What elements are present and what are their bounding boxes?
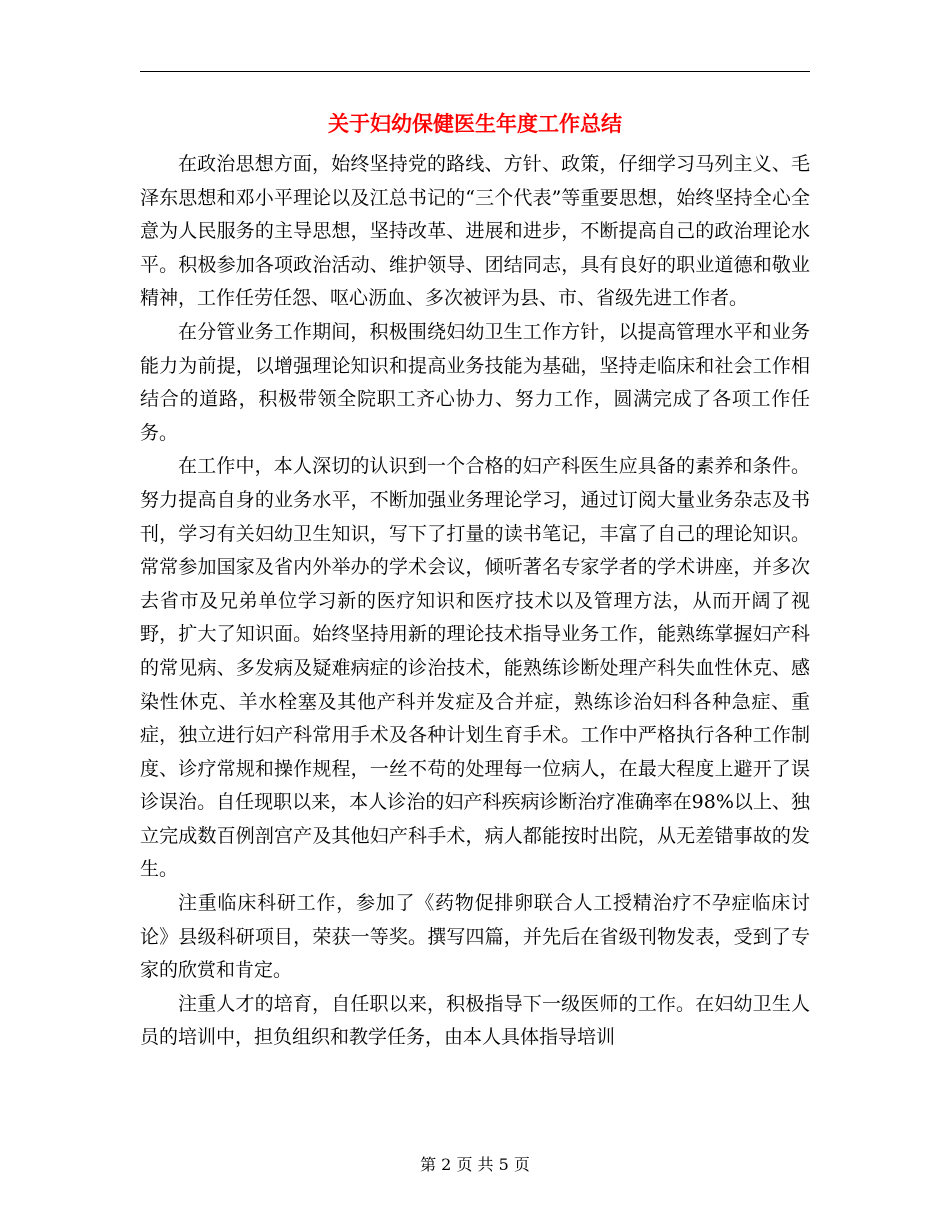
paragraph-management-work: 在分管业务工作期间，积极围绕妇幼卫生工作方针，以提高管理水平和业务能力为前提，以增强理论知识和提高业务技能为基础，坚持走临床和社会工作相结合的道路，积极带领全院职工齐心协力、努力工作，圆满完成了各项工作任务。 — [140, 320, 810, 444]
paragraph-clinical-work: 在工作中，本人深切的认识到一个合格的妇产科医生应具备的素养和条件。努力提高自身的业务水平，不断加强业务理论学习，通过订阅大量业务杂志及书刊，学习有关妇幼卫生知识，写下了打量的读书笔记，丰富了自己的理论知识。常常参加国家及省内外举办的学术会议，倾听著名专家学者的学术讲座，并多次去省市及兄弟单位学习新的医疗知识和医疗技术以及管理方法，从而开阔了视野，扩大了知识面。始终坚持用新的理论技术指导业务工作，能熟练掌握妇产科的常见病、多发病及疑难病症的诊治技术，能熟练诊断处理产科失血性休克、感染性休克、羊水栓塞及其他产科并发症及合并症，熟练诊治妇科各种急症、重症，独立进行妇产科常用手术及各种计划生育手术。工作中严格执行各种工作制度、诊疗常规和操作规程，一丝不苟的处理每一位病人，在最大程度上避开了误诊误治。自任现职以来，本人诊治的妇产科疾病诊断治疗准确率在98%以上、独立完成数百例剖宫产及其他妇产科手术，病人都能按时出院，从无差错事故的发生。 — [140, 455, 810, 881]
paragraph-research-work: 注重临床科研工作，参加了《药物促排卵联合人工授精治疗不孕症临床讨论》县级科研项目，荣获一等奖。撰写四篇，并先后在省级刊物发表，受到了专家的欣赏和肯定。 — [140, 892, 810, 982]
document-title: 关于妇幼保健医生年度工作总结 — [328, 112, 622, 136]
paragraph-talent-training: 注重人才的培育，自任职以来，积极指导下一级医师的工作。在妇幼卫生人员的培训中，担负组织和教学任务，由本人具体指导培训 — [140, 992, 810, 1049]
header-rule — [140, 71, 810, 72]
page-number: 第 2 页 共 5 页 — [420, 1155, 530, 1174]
document-body — [140, 148, 810, 1055]
paragraph-political-thought: 在政治思想方面，始终坚持党的路线、方针、政策，仔细学习马列主义、毛泽东思想和邓小平理论以及江总书记的“三个代表”等重要思想，始终坚持全心全意为人民服务的主导思想，坚持改革、进展和进步，不断提高自己的政治理论水平。积极参加各项政治活动、维护领导、团结同志，具有良好的职业道德和敬业精神，工作任劳任怨、呕心沥血、多次被评为县、市、省级先进工作者。 — [140, 153, 810, 310]
